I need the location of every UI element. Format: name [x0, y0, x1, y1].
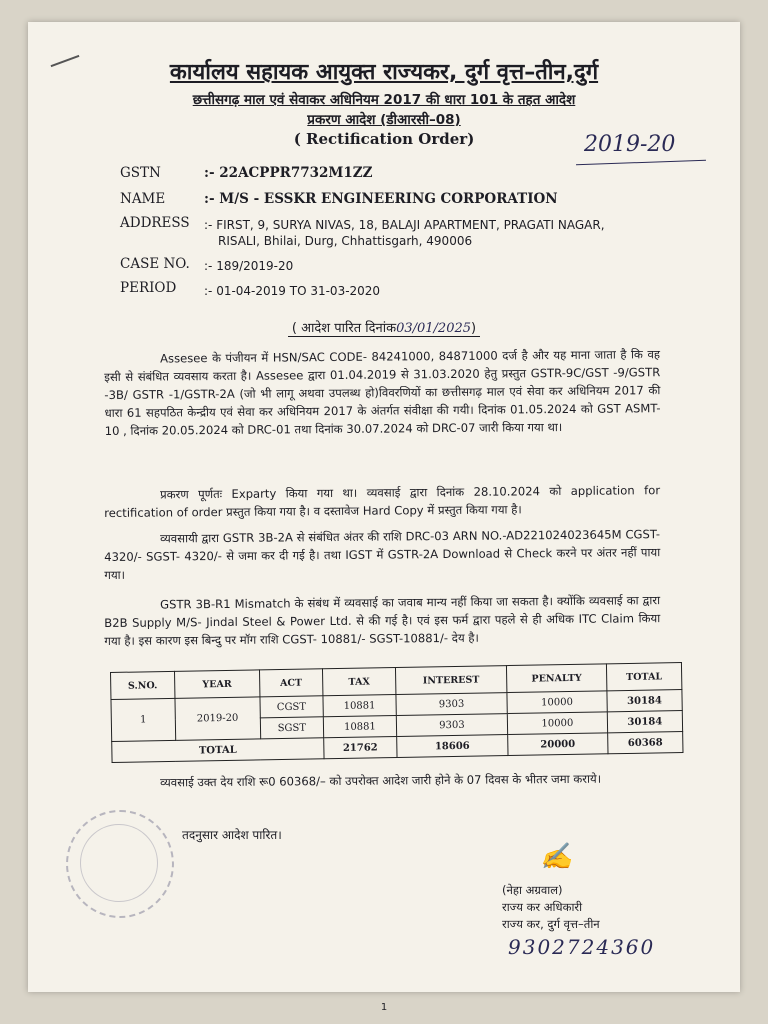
cell-sno: 1 — [111, 698, 176, 741]
paragraph-2: प्रकरण पूर्णतः Exparty किया गया था। व्यवसाई द्वारा दिनांक 28.10.2024 को application for rectification of order प्रस्तुत किया गया है। व दस्तावेज Hard Copy में प्रस्तुत किया गया है। — [104, 483, 661, 520]
address-value: :- FIRST, 9, SURYA NIVAS, 18, BALAJI APARTMENT, PRAGATI NAGAR, — [204, 218, 605, 232]
total-penalty: 20000 — [508, 733, 608, 756]
paragraph-3: व्यवसायी द्वारा GSTR 3B-2A से संबंधित अंतर की राशि DRC-03 ARN NO.-AD221024023645M CGST- 4320/- SGST- 4320/- से जमा कर दी गई है। तथा IGST में GSTR-2A Download से Check करने पर अंतर नहीं पाया गया। — [104, 527, 661, 582]
period-label: PERIOD — [120, 280, 177, 296]
cell-tax: 10881 — [323, 716, 396, 738]
cell-interest: 9303 — [396, 714, 507, 737]
paragraph-1: Assesee के पंजीयन में HSN/SAC CODE- 84241000, 84871000 दर्ज है और यह माना जाता है कि वह इसी से संबंधित व्यवसाय करता है। Assesee द्वारा 01.04.2019 से 31.03.2020 हेतु प्रस्तुत GSTR-9C/GST -9/GSTR -3B/ GSTR -1/GSTR-2A (जो भी लागू अथवा उपलब्ध हो)विवरणियों का छत्तीसगढ़ माल एवं सेवा कर अधिनियम 2017 की धारा 61 सहपठित केन्द्रीय एवं सेवा कर अधिनियम 2017 के अंतर्गत संवीक्षा की गयी। दिनांक 01.05.2024 को GST ASMT-10 , दिनांक 20.05.2024 को DRC-01 तथा दिनांक 30.07.2024 को DRC-07 जारी किया गया था। — [104, 347, 661, 438]
office-title: कार्यालय सहायक आयुक्त राज्यकर, दुर्ग वृत्त–तीन,दुर्ग — [169, 60, 599, 85]
handwritten-underline — [576, 160, 706, 166]
case-no-value: :- 189/2019-20 — [204, 259, 294, 273]
office-seal-inner — [80, 824, 158, 902]
order-passed-close: ) — [471, 321, 477, 336]
handwritten-phone: 9302724360 — [508, 935, 656, 959]
grand-total: 60368 — [608, 732, 683, 754]
col-total: TOTAL — [606, 663, 682, 691]
cell-act: CGST — [260, 696, 324, 718]
col-tax: TAX — [322, 668, 395, 696]
document-page — [28, 22, 740, 992]
order-passed-line: तदनुसार आदेश पारित। — [182, 828, 282, 842]
paragraph-4: GSTR 3B-R1 Mismatch के संबंध में व्यवसाई का जवाब मान्य नहीं किया जा सकता है। क्योंकि व्यवसाई का द्वारा B2B Supply M/S- Jindal Steel & Power Ltd. से की गई है। एवं इस फर्म द्वारा पहले से ही अधिक ITC Claim किया गया है। इस कारण इस बिन्दु पर मॉग राशि CGST- 10881/- SGST-10881/- देय है। — [104, 593, 661, 648]
cell-act: SGST — [260, 717, 324, 739]
cell-penalty: 10000 — [507, 691, 607, 714]
col-act: ACT — [259, 669, 323, 697]
order-passed-handwritten-date: 03/01/2025 — [396, 321, 472, 336]
cell-total: 30184 — [607, 690, 682, 712]
case-no-label: CASE NO. — [120, 256, 190, 272]
cell-total: 30184 — [607, 711, 682, 733]
signature-mark: ✍ — [540, 842, 573, 872]
signer-name: (नेहा अग्रवाल) — [502, 883, 563, 897]
signer-block — [502, 882, 600, 933]
col-penalty: PENALTY — [506, 664, 606, 693]
name-value: :- M/S - ESSKR ENGINEERING CORPORATION — [204, 191, 558, 207]
total-interest: 18606 — [397, 735, 508, 758]
case-order-title: प्रकरण आदेश (डीआरसी–08) — [307, 112, 461, 128]
cell-tax: 10881 — [323, 695, 396, 717]
cell-penalty: 10000 — [507, 712, 607, 735]
order-type: ( Rectification Order) — [293, 130, 475, 148]
order-passed-date — [28, 318, 740, 336]
period-value: :- 01-04-2019 TO 31-03-2020 — [204, 284, 381, 298]
order-passed-label: ( आदेश पारित दिनांक — [291, 321, 397, 336]
demand-table — [110, 662, 684, 763]
col-sno: S.NO. — [111, 671, 175, 699]
cell-interest: 9303 — [396, 693, 507, 716]
signer-designation: राज्य कर अधिकारी — [502, 900, 583, 914]
gstn-label: GSTN — [120, 165, 161, 181]
name-label: NAME — [120, 191, 166, 207]
cell-year: 2019-20 — [175, 697, 261, 740]
act-line: छत्तीसगढ़ माल एवं सेवाकर अधिनियम 2017 की धारा 101 के तहत आदेश — [192, 92, 576, 108]
total-label: TOTAL — [112, 738, 324, 763]
closing-paragraph: व्यवसाई उक्त देय राशि रू0 60368/– को उपरोक्त आदेश जारी होने के 07 दिवस के भीतर जमा कराये। — [160, 771, 602, 790]
address-value-line2: RISALI, Bhilai, Durg, Chhattisgarh, 490006 — [218, 234, 473, 248]
total-tax: 21762 — [324, 737, 397, 759]
address-label: ADDRESS — [120, 215, 190, 231]
signer-office: राज्य कर, दुर्ग वृत्त–तीन — [502, 917, 600, 931]
col-interest: INTEREST — [395, 666, 506, 695]
gstn-value: :- 22ACPPR7732M1ZZ — [204, 165, 373, 181]
page-number: 1 — [380, 1002, 388, 1013]
handwritten-year: 2019-20 — [584, 132, 676, 157]
col-year: YEAR — [174, 670, 259, 698]
